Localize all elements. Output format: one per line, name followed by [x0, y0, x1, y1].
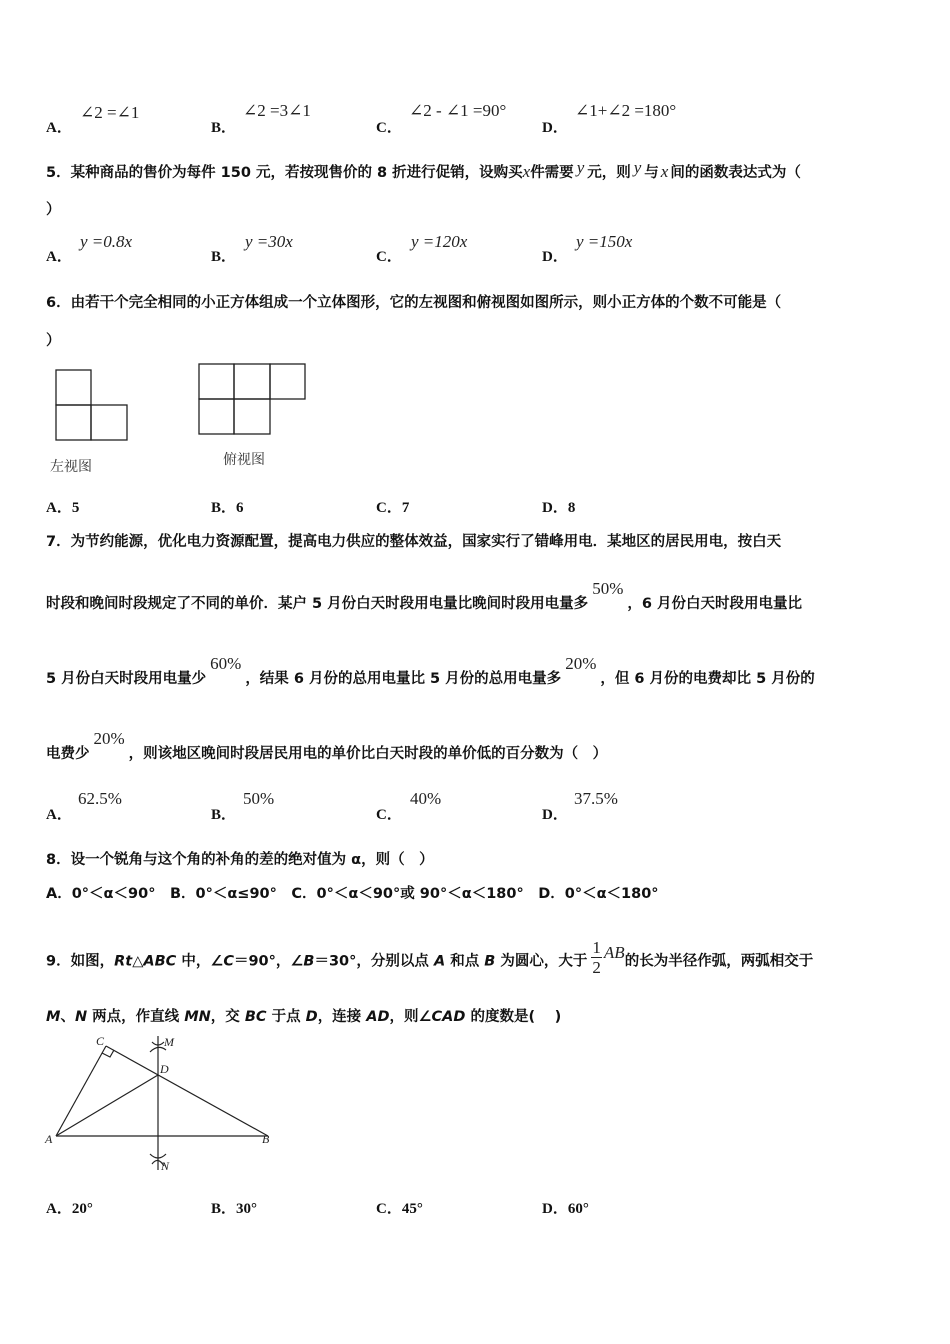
left-view-square-bottom-right — [91, 405, 127, 440]
q5-option-a-label: A． — [46, 249, 72, 265]
label-B: B — [262, 1132, 270, 1146]
q9-fraction-var: AB — [603, 942, 625, 962]
q5-text-e: 间的函数表达式为（ — [670, 165, 801, 181]
q7-option-b-label: B． — [211, 807, 237, 823]
q5-var-y2: y — [633, 158, 642, 177]
q5-option-a-value: y =0.8x — [80, 232, 133, 251]
q5-var-y: y — [576, 158, 585, 177]
q9-option-a: A．20° — [46, 1201, 93, 1217]
q5-option-b-label: B． — [211, 249, 237, 265]
q7-option-d-value: 37.5% — [574, 789, 618, 808]
left-view-square-top — [56, 370, 91, 405]
q5-text-a: 5．某种商品的售价为每件 150 元，若按现售价的 8 折进行促销，设购买 — [46, 165, 523, 181]
q5-question-line1 — [46, 158, 801, 182]
left-view-caption: 左视图 — [50, 459, 92, 475]
top-view-square-5 — [234, 399, 270, 434]
q7-line4-text-b: ，则该地区晚间时段居民用电的单价比白天时段的单价低的百分数为（ ） — [128, 746, 608, 762]
q7-line3-text-a: 5 月份白天时段用电量少 — [46, 671, 207, 687]
q7-question-line4 — [46, 729, 608, 763]
left-view-square-bottom-left — [56, 405, 91, 440]
q9-question-line2: M、N 两点，作直线 MN，交 BC 于点 D，连接 AD，则∠CAD 的度数是( ) — [46, 1009, 562, 1025]
q4-option-c-label: C． — [376, 120, 402, 136]
q6-question-line2: ） — [46, 333, 61, 349]
q5-question-line2: ） — [46, 202, 61, 218]
q6-question-line1: 6．由若干个完全相同的小正方体组成一个立体图形，它的左视图和俯视图如图所示，则小正方体的个数不可能是（ — [46, 295, 782, 311]
q5-option-d-value: y =150x — [576, 232, 633, 251]
q4-option-a-label: A． — [46, 120, 72, 136]
top-view-square-2 — [234, 364, 270, 399]
label-M: M — [164, 1035, 174, 1049]
q9-fraction-half: $\frac{1}{2}$ — [592, 938, 601, 977]
top-view-caption: 俯视图 — [223, 452, 265, 468]
q6-option-b: B．6 — [211, 500, 244, 516]
segment-AD — [56, 1075, 158, 1136]
q5-option-c-value: y =120x — [411, 232, 468, 251]
q5-option-b-value: y =30x — [245, 232, 293, 251]
q7-option-c-label: C． — [376, 807, 402, 823]
q7-question-line2 — [46, 579, 802, 613]
q7-line2-text-a: 时段和晚间时段规定了不同的单价．某户 5 月份白天时段用电量比晚间时段用电量多 — [46, 596, 589, 612]
q7-question-line3 — [46, 654, 815, 688]
q4-option-b-value: ∠2 =3∠1 — [243, 101, 311, 120]
q9-question-line1: 9．如图，Rt△ABC 中，∠C＝90°，∠B＝30°，分别以点 A 和点 B 为圆心，大于 $\frac{1}{2}$ AB的长为半径作弧，两弧相交于 — [46, 938, 814, 977]
label-C: C — [96, 1034, 105, 1048]
q5-text-d: 与 — [644, 165, 659, 181]
q5-var-x2: x — [660, 162, 669, 181]
q9-option-c: C．45° — [376, 1201, 423, 1217]
top-view-square-3 — [270, 364, 305, 399]
label-N: N — [161, 1159, 170, 1173]
q8-question: 8．设一个锐角与这个角的补角的差的绝对值为 α，则（ ） — [46, 852, 434, 868]
q7-option-a-value: 62.5% — [78, 789, 122, 808]
q7-question-line1: 7．为节约能源，优化电力资源配置，提高电力供应的整体效益，国家实行了错峰用电．某地区的居民用电，按白天 — [46, 534, 782, 550]
q4-option-b-label: B． — [211, 120, 237, 136]
top-view-square-4 — [199, 399, 234, 434]
q9-option-b: B．30° — [211, 1201, 258, 1217]
q4-option-d-value: ∠1+∠2 =180° — [575, 101, 677, 120]
q9-triangle-figure — [40, 1030, 290, 1180]
q5-text-c: 元，则 — [587, 165, 631, 181]
q4-option-c-value: ∠2 - ∠1 =90° — [409, 101, 507, 120]
q5-option-d-label: D． — [542, 249, 568, 265]
q8-options: A．0°＜α＜90° B．0°＜α≤90° C．0°＜α＜90°或 90°＜α＜180° D．0°＜α＜180° — [46, 886, 659, 902]
q7-line2-text-b: ，6 月份白天时段用电量比 — [627, 596, 802, 612]
q9-option-d: D．60° — [542, 1201, 589, 1217]
q7-percent-20b: 20% — [93, 729, 125, 748]
q7-option-b-value: 50% — [243, 789, 275, 808]
q7-percent-50: 50% — [592, 579, 624, 598]
q9-triangle-name: Rt△ABC — [114, 953, 177, 970]
q5-text-b: 件需要 — [530, 165, 574, 181]
q7-percent-60: 60% — [210, 654, 242, 673]
q7-line4-text-a: 电费少 — [46, 746, 90, 762]
q7-option-d-label: D． — [542, 807, 568, 823]
label-D: D — [160, 1062, 169, 1076]
q7-line3-text-c: ，但 6 月份的电费却比 5 月份的 — [600, 671, 815, 687]
q4-option-a-value: ∠2 =∠1 — [80, 103, 140, 122]
label-A: A — [45, 1132, 53, 1146]
q7-percent-20a: 20% — [565, 654, 597, 673]
q6-option-c: C．7 — [376, 500, 410, 516]
q6-option-a: A．5 — [46, 500, 80, 516]
q6-option-d: D．8 — [542, 500, 576, 516]
segment-AC — [56, 1046, 106, 1136]
q7-option-a-label: A． — [46, 807, 72, 823]
top-view-square-1 — [199, 364, 234, 399]
q6-top-view-figure — [193, 358, 313, 476]
q6-left-view-figure — [48, 362, 138, 480]
q7-line3-text-b: ，结果 6 月份的总用电量比 5 月份的总用电量多 — [245, 671, 562, 687]
q4-option-d-label: D． — [542, 120, 568, 136]
q5-var-x: x — [522, 162, 531, 181]
q7-option-c-value: 40% — [410, 789, 442, 808]
q5-option-c-label: C． — [376, 249, 402, 265]
